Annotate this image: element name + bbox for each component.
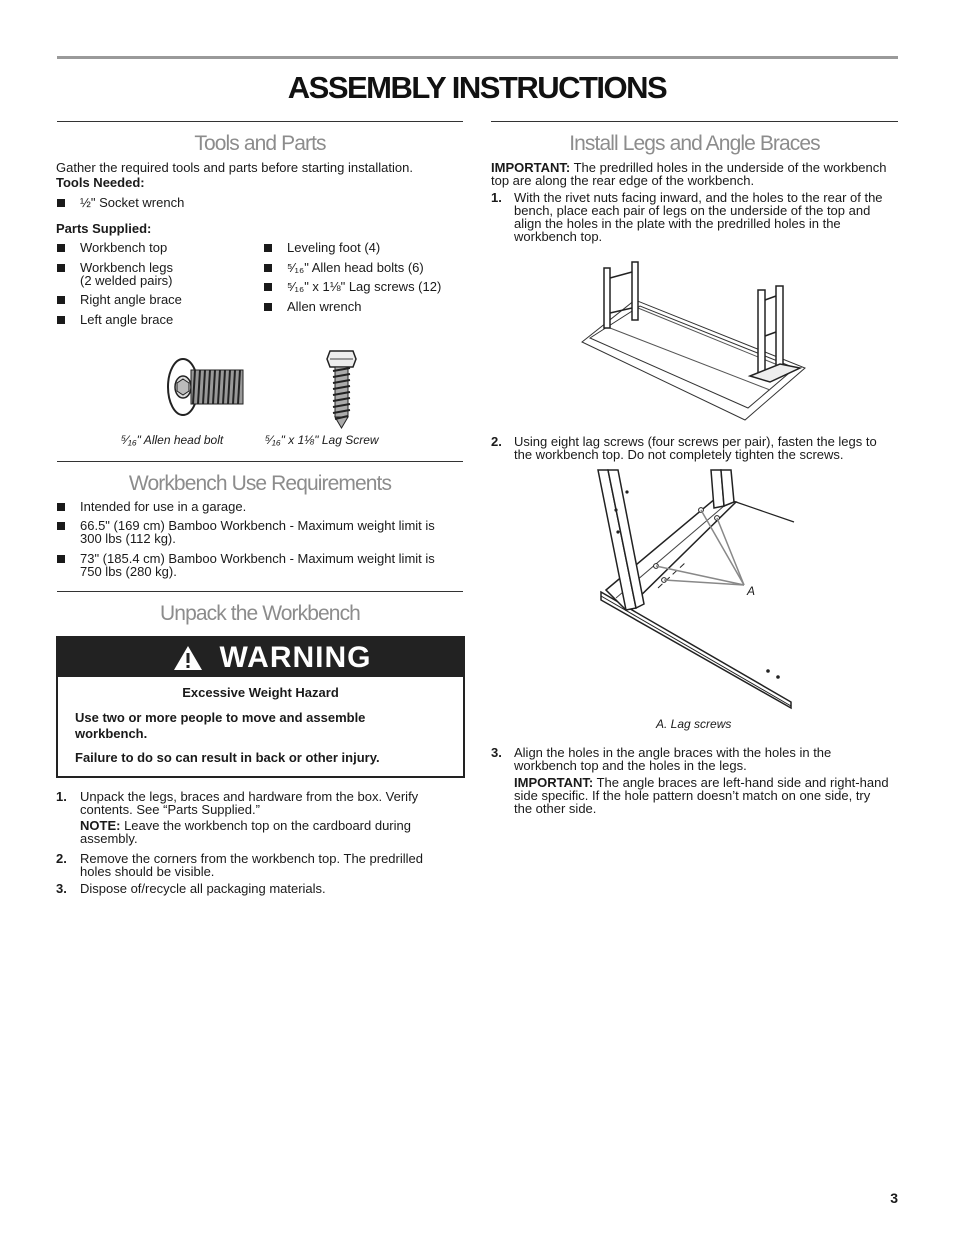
bullet [57, 522, 65, 530]
note-cont: assembly. [80, 831, 138, 846]
step-text: align the holes in the plate with the predrilled holes in the [514, 216, 841, 231]
bullet [264, 264, 272, 272]
step-text: Dispose of/recycle all packaging materials. [80, 881, 326, 896]
caption-allen-bolt: ⁵⁄₁₆" Allen head bolt [121, 433, 224, 447]
legs-placement-illustration [580, 258, 810, 423]
step-text: workbench top and the holes in the legs. [514, 758, 747, 773]
lag-screw-illustration [324, 347, 359, 430]
section-divider [57, 591, 463, 592]
step-text: the workbench top. Do not completely tighten the screws. [514, 447, 844, 462]
part-item: Leveling foot (4) [287, 240, 381, 255]
important-label: IMPORTANT: [491, 160, 571, 175]
tools-intro: Gather the required tools and parts before starting installation. [56, 160, 413, 175]
step-number: 1. [491, 190, 502, 205]
step-text: Unpack the legs, braces and hardware from the box. Verify [80, 789, 419, 804]
important-text: The predrilled holes in the underside of the workbench [570, 160, 887, 175]
step-number: 3. [491, 745, 502, 760]
caption-lag-screw: ⁵⁄₁₆" x 1⅛" Lag Screw [265, 433, 379, 447]
step-number: 2. [56, 851, 67, 866]
part-item: Workbench legs [80, 260, 173, 275]
step-number: 2. [491, 434, 502, 449]
part-item: Allen wrench [287, 299, 362, 314]
section-divider [57, 461, 463, 462]
step-number: 1. [56, 789, 67, 804]
bullet [57, 555, 65, 563]
requirement-item: Intended for use in a garage. [80, 499, 247, 514]
bullet [264, 244, 272, 252]
warning-word: WARNING [219, 641, 372, 674]
install-heading: Install Legs and Angle Braces [569, 132, 820, 155]
lag-screw-detail-illustration [596, 470, 796, 710]
requirement-item: 73" (185.4 cm) Bamboo Workbench - Maximum weight limit is [80, 551, 435, 566]
page-title: ASSEMBLY INSTRUCTIONS [287, 70, 667, 105]
part-item: ⁵⁄₁₆" Allen head bolts (6) [287, 260, 424, 275]
section-divider [491, 121, 898, 122]
step-important-cont: side specific. If the hole pattern doesn’t match on one side, try [514, 788, 871, 803]
part-item: Right angle brace [80, 292, 182, 307]
requirement-item: 66.5" (169 cm) Bamboo Workbench - Maximum weight limit is [80, 518, 435, 533]
hazard-instruction-cont: workbench. [75, 726, 148, 741]
step-text: contents. See “Parts Supplied.” [80, 802, 260, 817]
use-requirements-heading: Workbench Use Requirements [128, 472, 392, 495]
allen-bolt-illustration [165, 355, 250, 425]
bullet [57, 199, 65, 207]
step-text: bench, place each pair of legs on the underside of the top and [514, 203, 871, 218]
bullet [57, 264, 65, 272]
important-label: IMPORTANT: [514, 775, 594, 790]
bullet [57, 316, 65, 324]
bullet [57, 296, 65, 304]
important-text-cont: top are along the rear edge of the workbench. [491, 173, 755, 188]
unpack-heading: Unpack the Workbench [160, 602, 360, 625]
part-item: Left angle brace [80, 312, 174, 327]
step-text: Align the holes in the angle braces with the holes in the [514, 745, 832, 760]
step-number: 3. [56, 881, 67, 896]
tool-item: ½" Socket wrench [80, 195, 185, 210]
bullet [57, 503, 65, 511]
section-divider [57, 121, 463, 122]
page-number: 3 [890, 1190, 898, 1206]
part-item-sub: (2 welded pairs) [80, 273, 173, 288]
note-label: NOTE: [80, 818, 121, 833]
step-text: workbench top. [514, 229, 603, 244]
important-text: The angle braces are left-hand side and right-hand [593, 775, 889, 790]
bullet [264, 303, 272, 311]
step-text: holes should be visible. [80, 864, 215, 879]
top-rule [57, 56, 898, 59]
bullet [57, 244, 65, 252]
hazard-title: Excessive Weight Hazard [182, 685, 339, 700]
callout-letter: A [747, 584, 756, 598]
step-text: With the rivet nuts facing inward, and the holes to the rear of the [514, 190, 883, 205]
part-item: Workbench top [80, 240, 168, 255]
tools-needed-label: Tools Needed: [56, 175, 145, 190]
requirement-item-cont: 300 lbs (112 kg). [80, 531, 176, 546]
step-text: Using eight lag screws (four screws per pair), fasten the legs to [514, 434, 877, 449]
tools-parts-heading: Tools and Parts [194, 132, 326, 155]
hazard-instruction: Use two or more people to move and assemble [75, 710, 366, 725]
step-important-cont: the other side. [514, 801, 597, 816]
parts-supplied-label: Parts Supplied: [56, 221, 152, 236]
hazard-consequence: Failure to do so can result in back or other injury. [75, 750, 380, 765]
caption-lag-screws: A. Lag screws [656, 717, 732, 731]
note-text: Leave the workbench top on the cardboard during [120, 818, 411, 833]
part-item: ⁵⁄₁₆" x 1⅛" Lag screws (12) [287, 279, 442, 294]
step-text: Remove the corners from the workbench top. The predrilled [80, 851, 423, 866]
requirement-item-cont: 750 lbs (280 kg). [80, 564, 177, 579]
bullet [264, 283, 272, 291]
